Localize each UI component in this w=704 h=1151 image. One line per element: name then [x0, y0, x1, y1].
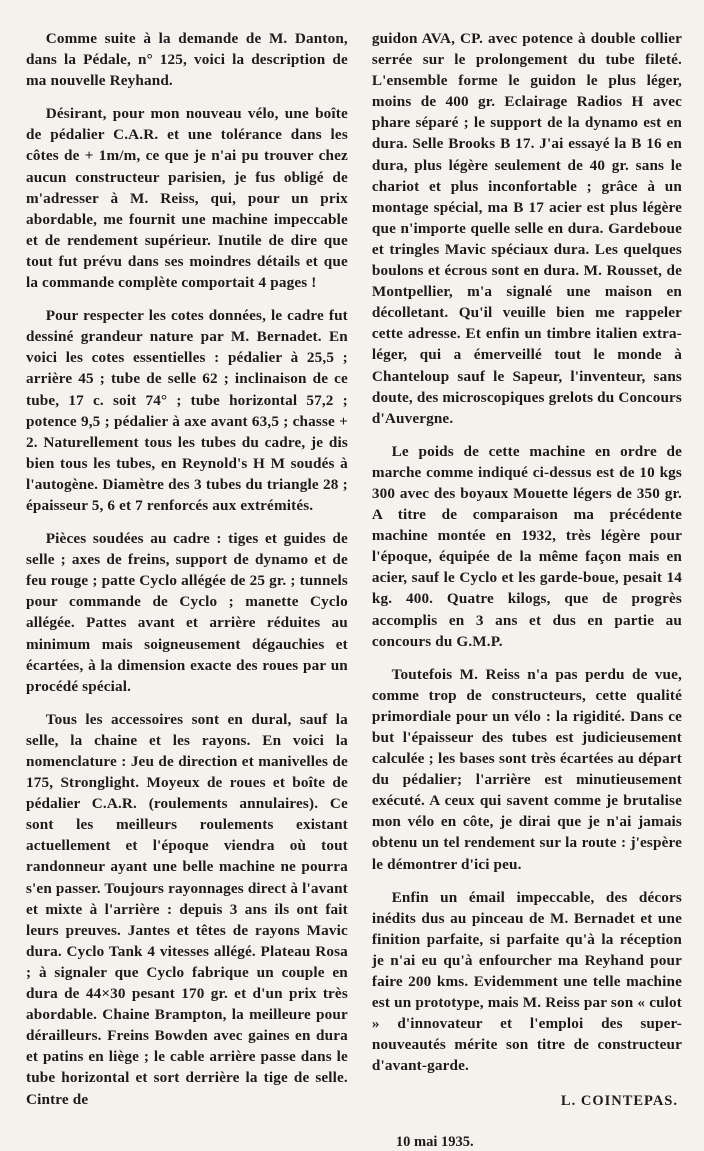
- paragraph: guidon AVA, CP. avec potence à double collier serrée sur le prolongement du tube fileté. L'ensemble forme le guidon le plus léger, moins de 400 gr. Eclairage Radios H avec phare séparé ; le support de la dynamo est en dura. Selle Brooks B 17. J'ai essayé la B 16 en dura, plus légère seulement de 40 gr. sans le chariot et plus inconfortable ; grâce à un montage spécial, ma B 17 acier est plus légère que n'importe quelle selle en dura. Gardeboue et tringles Mavic spéciaux dura. Les quelques boulons et écrous sont en dura. M. Rousset, de Montpellier, m'a signalé une maison en décolletant. Qu'il veuille bien me rappeler cette adresse. Et enfin un timbre italien extra-léger, qui a émerveillé tout le monde à Chanteloup sauf le Sapeur, l'inventeur, sans doute, des microscopiques grelots du Concours d'Auvergne.: [371, 30, 682, 427]
- paragraph: Le poids de cette machine en ordre de marche comme indiqué ci-dessus est de 10 kgs 300 avec des boyaux Mouette légers de 350 gr. A titre de comparaison ma précédente machine montée en 1932, très légère pour l'époque, équipée de la même façon mais en acier, sauf le Cyclo et les garde-boue, pesait 14 kg. 400. Quatre kilogs, que de progrès accomplis en 3 ans et dus en partie au concours du G.M.P.: [371, 442, 682, 650]
- article-date: 10 mai 1935.: [395, 1133, 474, 1150]
- paragraph: Comme suite à la demande de M. Danton, dans la Pédale, n° 125, voici la description de ma nouvelle Reyhand.: [26, 30, 348, 90]
- paragraph: Toutefois M. Reiss n'a pas perdu de vue, comme trop de constructeurs, cette qualité primordiale pour un vélo : la rigidité. Dans ce but l'épaisseur des tubes est judicieusement calculée ; les bases sont très écartées au départ du pédalier; l'arrière est minutieusement exécuté. A ceux qui savent comme je brutalise mon vélo en côte, je dirai que je n'ai jamais obtenu un tel rendement sur la route : j'espère le démontrer d'ici peu.: [371, 665, 682, 873]
- paragraph: Tous les accessoires sont en dural, sauf la selle, la chaine et les rayons. En voici la nomenclature : Jeu de direction et manivelles de 175, Stronglight. Moyeux de roues et boîte de pédalier C.A.R. (roulements annulaires). Ce sont les meilleurs roulements existant actuellement et l'époque viendra où tout randonneur ayant une belle machine ne pourra s'en passer. Toujours rayonnages direct à l'avant et mixte à l'arrière : depuis 3 ans ils ont fait leurs preuves. Jantes et têtes de rayons Mavic dura. Cyclo Tank 4 vitesses allégé. Plateau Rosa ; à signaler que Cyclo fabrique un couple en dura de 44×30 pesant 170 gr. et d'un prix très abordable. Chaine Brampton, la meilleure pour dérailleurs. Freins Bowden avec gaines en dura et patins en liège ; le cable arrière passe dans le tube horizontal et sort derrière la tige de selle. Cintre de: [26, 710, 348, 1108]
- paragraph: Pour respecter les cotes données, le cadre fut dessiné grandeur nature par M. Bernadet. En voici les cotes essentielles : pédalier à 25,5 ; arrière 45 ; tube de selle 62 ; inclinaison de ce tube, 17 c. soit 74° ; tube horizontal 57,2 ; potence 9,5 ; pédalier à axe avant 63,5 ; chasse + 2. Naturellement tous les tubes du cadre, je dis bien tous les tubes, en Reynold's H M soudés à l'autogène. Diamètre des 3 tubes du triangle 28 ; épaisseur 5, 6 et 7 renforcés aux extrémités.: [26, 307, 348, 514]
- paragraph: Enfin un émail impeccable, des décors inédits dus au pinceau de M. Bernadet et une finition parfaite, si parfaite qu'à la réception je n'ai eu qu'à enfourcher ma Reyhand pour faire 200 kms. Evidemment une telle machine est un prototype, mais M. Reiss par son « culot » d'innovateur et l'emploi des super-nouveautés mérite son titre de constructeur d'avant-garde.: [371, 888, 682, 1075]
- paragraph: Pièces soudées au cadre : tiges et guides de selle ; axes de freins, support de dynamo et de feu rouge ; patte Cyclo allégée de 25 gr. ; tunnels pour commande de Cyclo ; manette Cyclo allégée. Pattes avant et arrière réduites au minimum mais soigneusement dégauchies et écartées, à la dimension exacte des roues par un procédé spécial.: [26, 530, 348, 695]
- author-signature: L. COINTEPAS.: [560, 1092, 678, 1109]
- right-column: [371, 28, 682, 1150]
- left-column: [26, 28, 348, 1133]
- paragraph: Désirant, pour mon nouveau vélo, une boîte de pédalier C.A.R. et une tolérance dans les côtes de + 1m/m, ce que je n'ai pu trouver chez aucun constructeur parisien, je fus obligé de m'adresser à M. Reiss, qui, pour un prix abordable, me fournit une machine impeccable et de rendement supérieur. Inutile de dire que tout fut prévu dans ses moindres détails et que la commande complète comportait 4 pages !: [26, 105, 348, 292]
